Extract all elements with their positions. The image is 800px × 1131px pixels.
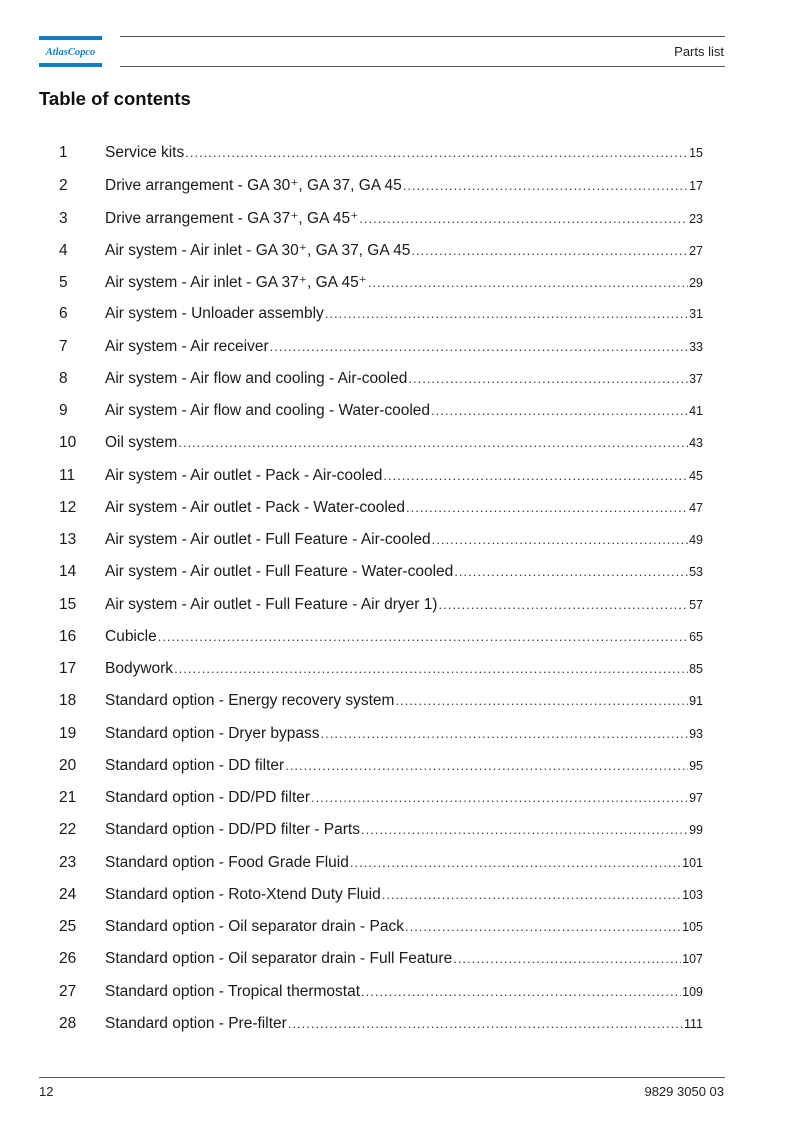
toc-entry[interactable]: [59, 789, 703, 821]
header-rule-bottom: [120, 66, 725, 67]
toc-entry[interactable]: [59, 273, 703, 305]
toc-entry-number: 16: [59, 627, 77, 645]
toc-entry-page: 107: [682, 952, 703, 967]
toc-entry-number: 21: [59, 789, 77, 806]
toc-entry-title: Drive arrangement - GA 37⁺, GA 45⁺: [105, 209, 359, 227]
toc-entry-number: 26: [59, 950, 77, 968]
toc-entry[interactable]: [59, 628, 703, 660]
toc-entry-title: Air system - Air receiver: [105, 337, 269, 355]
toc-entry[interactable]: [59, 821, 703, 853]
toc-entry[interactable]: [59, 176, 703, 208]
toc-entry-number: 6: [59, 305, 68, 323]
toc-entry-page: 37: [689, 371, 703, 386]
atlas-copco-logo: [39, 36, 102, 67]
toc-entry-title: Service kits: [105, 144, 185, 161]
toc-entry-number: 19: [59, 724, 77, 742]
toc-entry[interactable]: [59, 886, 703, 918]
toc-leader-dots: [411, 243, 688, 258]
toc-entry-title: Air system - Unloader assembly: [105, 305, 324, 323]
toc-entry-page: 27: [689, 243, 703, 258]
page-title: Table of contents: [39, 88, 191, 109]
toc-leader-dots: [431, 403, 688, 418]
toc-entry-number: 17: [59, 660, 77, 677]
footer-doc-number: 9829 3050 03: [644, 1084, 724, 1099]
toc-entry[interactable]: [59, 241, 703, 273]
toc-entry-page: 101: [682, 855, 703, 870]
toc-entry[interactable]: [59, 660, 703, 692]
toc-entry-title: Standard option - Tropical thermostat: [105, 982, 361, 1000]
toc-entry[interactable]: [59, 370, 703, 402]
toc-entry-page: 109: [682, 984, 703, 999]
toc-entry-title: Air system - Air outlet - Pack - Air-cooled: [105, 466, 383, 484]
toc-entry-number: 8: [59, 369, 68, 387]
toc-entry-page: 49: [689, 533, 703, 547]
toc-entry-number: 15: [59, 595, 77, 613]
toc-entry-page: 31: [689, 307, 703, 322]
toc-entry[interactable]: [59, 596, 703, 628]
toc-entry-page: 103: [682, 887, 703, 902]
toc-entry-number: 13: [59, 531, 77, 548]
toc-entry-page: 29: [689, 276, 703, 290]
toc-entry-page: 23: [689, 211, 703, 226]
toc-entry[interactable]: [59, 757, 703, 789]
footer-page-number: 12: [39, 1084, 54, 1099]
toc-entry-number: 7: [59, 337, 68, 355]
toc-entry-title: Standard option - Food Grade Fluid: [105, 853, 349, 871]
toc-entry[interactable]: [59, 563, 703, 595]
logo-text: AtlasCopco: [45, 47, 96, 58]
toc-entry-title: Standard option - Oil separator drain - Full Feature: [105, 950, 453, 968]
toc-entry[interactable]: [59, 338, 703, 370]
toc-entry[interactable]: [59, 467, 703, 499]
toc-entry-page: 41: [689, 404, 703, 418]
toc-entry-page: 99: [689, 823, 703, 838]
toc-entry[interactable]: [59, 305, 703, 337]
toc-entry-page: 85: [689, 662, 703, 676]
toc-entry-title: Oil system: [105, 434, 178, 452]
toc-entry[interactable]: [59, 499, 703, 531]
toc-entry[interactable]: [59, 854, 703, 886]
toc-entry-number: 2: [59, 177, 68, 195]
toc-entry-page: 15: [689, 146, 703, 160]
toc-entry-page: 47: [689, 500, 703, 515]
toc-entry-title: Drive arrangement - GA 30⁺, GA 37, GA 45: [105, 177, 402, 195]
footer-rule: [39, 1077, 725, 1078]
toc-entry[interactable]: [59, 402, 703, 434]
toc-entry-page: 17: [689, 179, 703, 194]
toc-entry-number: 22: [59, 821, 77, 839]
toc-leader-dots: [403, 178, 688, 193]
toc-entry-title: Air system - Air flow and cooling - Water-cooled: [105, 402, 431, 419]
toc-leader-dots: [382, 887, 681, 902]
toc-entry-page: 57: [689, 597, 703, 612]
toc-leader-dots: [178, 435, 688, 450]
toc-entry-page: 111: [683, 1016, 703, 1031]
toc-entry-title: Standard option - DD/PD filter - Parts: [105, 821, 360, 839]
toc-entry[interactable]: [59, 918, 703, 950]
toc-entry[interactable]: [59, 434, 703, 466]
toc-entry-page: 93: [689, 726, 703, 741]
toc-leader-dots: [285, 758, 688, 773]
toc-entry-number: 4: [59, 241, 68, 259]
toc-entry-title: Air system - Air inlet - GA 30⁺, GA 37, GA 45: [105, 241, 411, 259]
toc-leader-dots: [158, 629, 688, 644]
toc-entry-number: 18: [59, 692, 77, 710]
toc-leader-dots: [321, 726, 689, 741]
toc-entry[interactable]: [59, 531, 703, 563]
toc-leader-dots: [185, 145, 688, 160]
toc-entry-number: 1: [59, 144, 68, 161]
toc-entry-title: Standard option - DD filter: [105, 756, 285, 774]
toc-leader-dots: [359, 211, 688, 226]
toc-leader-dots: [405, 919, 681, 934]
toc-entry[interactable]: [59, 144, 703, 176]
toc-entry-page: 65: [689, 629, 703, 644]
toc-entry-number: 23: [59, 853, 77, 871]
toc-entry-title: Cubicle: [105, 627, 157, 645]
toc-entry-number: 11: [59, 466, 76, 484]
toc-entry[interactable]: [59, 1015, 703, 1047]
toc-leader-dots: [408, 371, 688, 386]
toc-entry-page: 91: [689, 694, 703, 709]
toc-entry-page: 95: [689, 758, 703, 773]
toc-entry-page: 45: [689, 468, 703, 483]
toc-leader-dots: [288, 1016, 683, 1031]
toc-entry[interactable]: [59, 725, 703, 757]
toc-entry-page: 105: [682, 920, 703, 934]
toc-entry-number: 9: [59, 402, 68, 419]
toc-entry-title: Air system - Air outlet - Pack - Water-cooled: [105, 498, 406, 516]
toc-leader-dots: [406, 500, 688, 515]
toc-entry-page: 33: [689, 339, 703, 354]
toc-entry-number: 14: [59, 563, 77, 581]
toc-entry[interactable]: [59, 983, 703, 1015]
toc-leader-dots: [311, 790, 688, 805]
toc-entry-page: 53: [689, 565, 703, 580]
toc-entry-title: Standard option - Roto-Xtend Duty Fluid: [105, 885, 381, 903]
toc-entry-number: 24: [59, 885, 77, 903]
toc-entry-number: 12: [59, 498, 77, 516]
toc-leader-dots: [453, 951, 681, 966]
toc-leader-dots: [361, 984, 681, 999]
toc-entry[interactable]: [59, 950, 703, 982]
toc-entry[interactable]: [59, 692, 703, 724]
toc-leader-dots: [361, 822, 688, 837]
toc-entry-number: 25: [59, 918, 77, 935]
toc-entry-title: Air system - Air outlet - Full Feature - Water-cooled: [105, 563, 454, 581]
toc-entry-title: Bodywork: [105, 660, 174, 677]
toc-entry-title: Standard option - DD/PD filter: [105, 789, 311, 806]
doc-title: Parts list: [674, 44, 724, 59]
toc-leader-dots: [350, 855, 681, 870]
toc-entry-page: 43: [689, 436, 703, 451]
toc-leader-dots: [174, 661, 688, 676]
toc-entry-title: Air system - Air outlet - Full Feature - Air dryer 1): [105, 595, 438, 613]
toc-entry-title: Air system - Air flow and cooling - Air-cooled: [105, 369, 408, 387]
toc-entry-number: 27: [59, 982, 77, 1000]
toc-leader-dots: [270, 339, 688, 354]
toc-leader-dots: [432, 532, 688, 547]
toc-entry-title: Standard option - Pre-filter: [105, 1014, 287, 1032]
toc-entry-number: 10: [59, 434, 77, 452]
toc-leader-dots: [325, 306, 688, 321]
toc-entry-title: Standard option - Oil separator drain - Pack: [105, 918, 404, 935]
toc-leader-dots: [395, 693, 688, 708]
table-of-contents: [59, 144, 703, 1047]
toc-leader-dots: [438, 597, 688, 612]
toc-entry-title: Standard option - Energy recovery system: [105, 692, 395, 710]
header-rule-top: [120, 36, 725, 37]
toc-entry[interactable]: [59, 209, 703, 241]
toc-entry-title: Standard option - Dryer bypass: [105, 724, 320, 742]
toc-entry-number: 3: [59, 209, 68, 227]
toc-entry-title: Air system - Air outlet - Full Feature - Air-cooled: [105, 531, 431, 548]
toc-entry-title: Air system - Air inlet - GA 37⁺, GA 45⁺: [105, 274, 367, 291]
toc-entry-number: 20: [59, 756, 77, 774]
toc-entry-number: 5: [59, 274, 68, 291]
toc-entry-number: 28: [59, 1014, 77, 1032]
toc-leader-dots: [454, 564, 688, 579]
toc-leader-dots: [368, 275, 688, 290]
toc-entry-page: 97: [689, 791, 703, 805]
toc-leader-dots: [383, 468, 688, 483]
